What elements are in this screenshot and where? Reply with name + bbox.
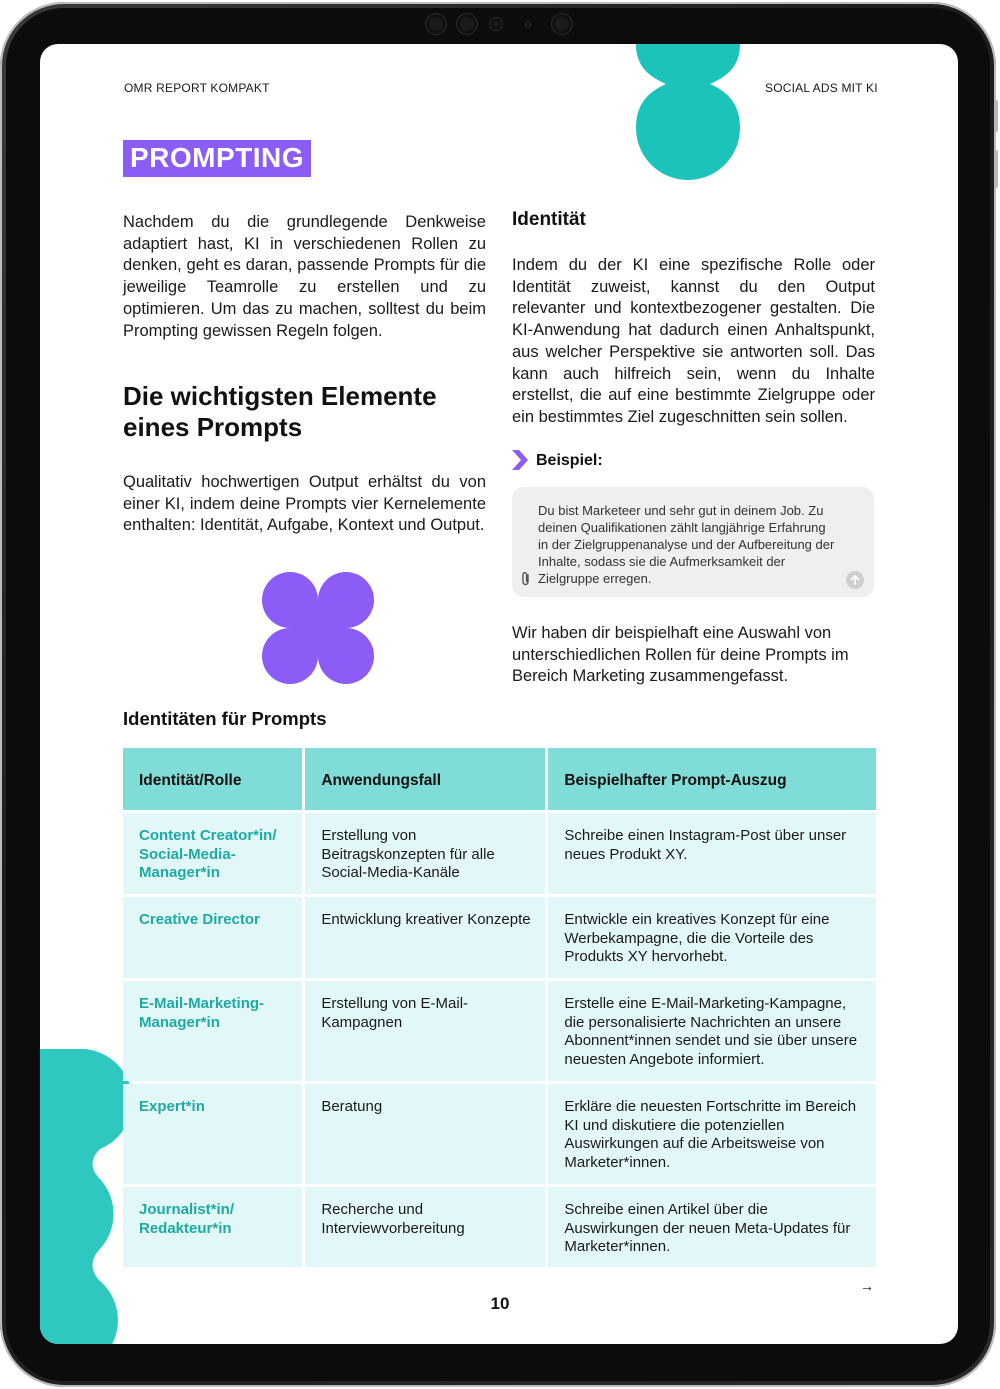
roles-table <box>123 748 876 1267</box>
section-paragraph: Qualitativ hochwertigen Output erhältst du von einer KI, indem deine Prompts vier Kernelemente enthalten: Identität, Aufgabe, Kontext und Output. <box>123 473 486 535</box>
page-number: 10 <box>490 1294 510 1313</box>
teal-blob-icon <box>636 44 740 216</box>
use-cell: Erstellung von E-Mail-Kampagnen <box>305 981 545 1081</box>
role-cell: Expert*in <box>123 1084 302 1184</box>
role-cell: Content Creator*in/ Social-Media-Manager*in <box>123 813 302 894</box>
flower-shape-icon <box>262 572 374 684</box>
camera-bar <box>420 14 580 34</box>
header-right: SOCIAL ADS MIT KI <box>765 81 878 95</box>
camera-lens <box>552 14 572 34</box>
page <box>40 44 958 1344</box>
prompt-cell: Erkläre die neuesten Fortschritte im Bereich KI und diskutiere die potenziellen Auswirkungen auf die Arbeitsweise von Marketer*innen. <box>548 1084 876 1184</box>
role-cell: E-Mail-Marketing-Manager*in <box>123 981 302 1081</box>
use-cell: Recherche und Interviewvorbereitung <box>305 1187 545 1267</box>
prompt-cell: Erstelle eine E-Mail-Marketing-Kampagne, die personalisierte Nachrichten an unsere Abonnent*innen sendet und sie über unsere neuesten Angebote informiert. <box>548 981 876 1081</box>
use-cell: Erstellung von Beitragskonzepten für alle Social-Media-Kanäle <box>305 813 545 894</box>
camera-sensor <box>490 18 502 30</box>
identity-paragraph: Indem du der KI eine spezifische Rolle oder Identität zuweist, kannst du den Output relevanter und kontextbezogener gestalten. Die KI-Anwendung hat dadurch einen Anhaltspunkt, aus welcher Perspektive sie antworten soll. Das kann auch hilfreich sein, wenn du Inhalte erstellst, die auf eine bestimmte Zielgruppe oder ein bestimmtes Ziel zugeschnitten sein sollen. <box>512 256 875 426</box>
table-caption: Identitäten für Prompts <box>123 708 327 729</box>
intro-paragraph: Nachdem du die grundlegende Denkweise adaptiert hast, KI in verschiedenen Rollen zu denken, geht es daran, passende Prompts für die jeweilige Teamrolle zu erstellen und zu optimieren. Um das zu machen, solltest du beim Prompting gewissen Regeln folgen. <box>123 213 486 340</box>
prompt-cell: Schreibe einen Instagram-Post über unser neues Produkt XY. <box>548 813 876 894</box>
power-button <box>994 150 998 188</box>
send-arrow-icon[interactable] <box>846 571 864 589</box>
page-title: PROMPTING <box>123 140 311 177</box>
example-prompt-box <box>512 487 874 597</box>
role-cell: Creative Director <box>123 897 302 978</box>
identity-after-paragraph: Wir haben dir beispielhaft eine Auswahl von unterschiedlichen Rollen für deine Prompts im Bereich Marketing zusammengefasst. <box>512 624 849 686</box>
example-label: Beispiel: <box>536 452 603 469</box>
volume-button <box>994 100 998 132</box>
camera-lens <box>457 14 477 34</box>
section-heading: Die wichtigsten Elemente eines Prompts <box>123 381 437 442</box>
table-row <box>123 1084 876 1184</box>
identity-heading: Identität <box>512 209 586 230</box>
camera-dot <box>526 22 530 26</box>
table-header-cell: Identität/Rolle <box>123 748 302 810</box>
use-cell: Entwicklung kreativer Konzepte <box>305 897 545 978</box>
use-cell: Beratung <box>305 1084 545 1184</box>
chevron-right-icon <box>512 450 528 470</box>
table-header-cell: Beispielhafter Prompt-Auszug <box>548 748 876 810</box>
role-cell: Journalist*in/ Redakteur*in <box>123 1187 302 1267</box>
prompt-cell: Schreibe einen Artikel über die Auswirkungen der neuen Meta-Updates für Marketer*innen. <box>548 1187 876 1267</box>
table-header-row <box>123 748 876 810</box>
table-header-cell: Anwendungsfall <box>305 748 545 810</box>
table-row <box>123 897 876 978</box>
table-row <box>123 1187 876 1267</box>
next-page-arrow-icon[interactable]: → <box>860 1278 874 1294</box>
paperclip-icon[interactable] <box>520 571 532 587</box>
example-prompt-text: Du bist Marketeer und sehr gut in deinem Job. Zu deinen Qualifikationen zählt langjährige Erfahrung in der Zielgruppenanalyse und der Aufbereitung der Inhalte, sodass sie die Aufmerksamkeit der Zielgruppe erregen. <box>538 503 835 586</box>
header-left: OMR REPORT KOMPAKT <box>124 81 270 95</box>
camera-lens <box>426 14 446 34</box>
table-row <box>123 981 876 1081</box>
prompt-cell: Entwickle ein kreatives Konzept für eine Werbekampagne, die die Vorteile des Produkts XY hervorhebt. <box>548 897 876 978</box>
table-row <box>123 813 876 894</box>
